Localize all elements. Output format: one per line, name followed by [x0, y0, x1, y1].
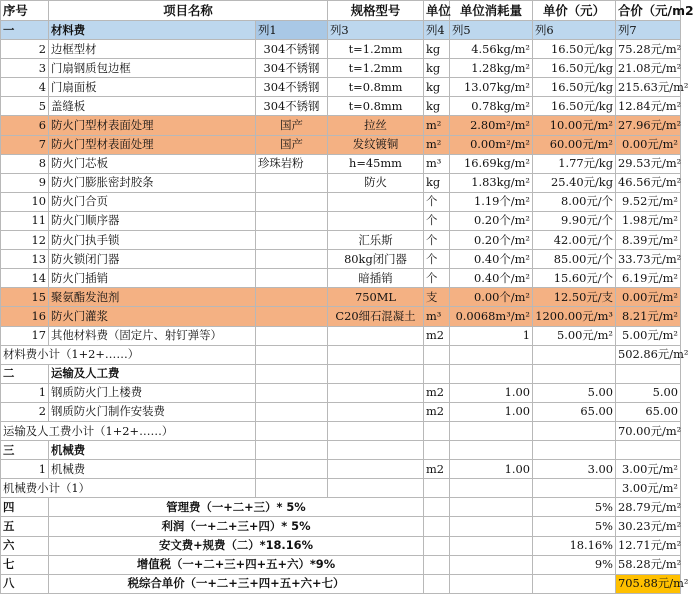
table-row	[1, 441, 681, 460]
col-material[interactable]	[256, 288, 328, 307]
fee-index[interactable]: 五	[1, 517, 49, 536]
table-row	[1, 116, 681, 135]
col-unit[interactable]: kg	[424, 97, 450, 116]
table-row	[1, 536, 681, 555]
col-unit-price[interactable]: 65.00	[533, 402, 616, 421]
col-material[interactable]	[256, 269, 328, 288]
col-consumption[interactable]: 1	[450, 326, 533, 345]
col-unit[interactable]: 个	[424, 211, 450, 230]
col-total[interactable]: 5.00	[616, 383, 681, 402]
col-unit[interactable]: 列4	[424, 21, 450, 40]
fee-rate[interactable]: 18.16%	[533, 536, 616, 555]
col-index[interactable]: 6	[1, 116, 49, 135]
col-spec[interactable]: t=0.8mm	[328, 78, 424, 97]
col-index[interactable]: 4	[1, 78, 49, 97]
col-material[interactable]	[256, 364, 328, 383]
col-total[interactable]: 46.56元/m²	[616, 173, 681, 192]
col-total[interactable]: 9.52元/m²	[616, 192, 681, 211]
col-unit-price[interactable]: 16.50元/kg	[533, 78, 616, 97]
col-index[interactable]: 11	[1, 211, 49, 230]
col-spec[interactable]	[328, 402, 424, 421]
col-unit-price[interactable]	[533, 479, 616, 498]
col-spec[interactable]: 发纹镀铜	[328, 135, 424, 154]
col-unit[interactable]	[424, 555, 450, 574]
col-unit[interactable]: kg	[424, 59, 450, 78]
fee-value[interactable]: 30.23元/m²	[616, 517, 681, 536]
col-total[interactable]: 8.21元/m²	[616, 307, 681, 326]
table-row	[1, 250, 681, 269]
fee-rate[interactable]	[533, 574, 616, 593]
fee-value[interactable]: 12.71元/m²	[616, 536, 681, 555]
col-consumption[interactable]: 2.80m²/m²	[450, 116, 533, 135]
col-material[interactable]	[256, 460, 328, 479]
col-item-name[interactable]: 边框型材	[49, 40, 256, 59]
col-item-name[interactable]: 防火锁闭门器	[49, 250, 256, 269]
col-total[interactable]: 列7	[616, 21, 681, 40]
col-index[interactable]: 12	[1, 231, 49, 250]
header-col-spec[interactable]: 规格型号	[328, 1, 424, 21]
table-row	[1, 326, 681, 345]
col-unit-price[interactable]: 8.00元/个	[533, 192, 616, 211]
col-spec[interactable]	[328, 211, 424, 230]
col-consumption[interactable]	[450, 441, 533, 460]
col-unit[interactable]	[424, 364, 450, 383]
section-title[interactable]: 材料费	[49, 21, 256, 40]
col-spec[interactable]: h=45mm	[328, 154, 424, 173]
col-total[interactable]: 1.98元/m²	[616, 211, 681, 230]
fee-value[interactable]: 58.28元/m²	[616, 555, 681, 574]
col-unit[interactable]	[424, 574, 450, 593]
fee-value[interactable]: 28.79元/m²	[616, 498, 681, 517]
col-total[interactable]: 21.08元/m²	[616, 59, 681, 78]
table-row	[1, 498, 681, 517]
fee-index[interactable]: 八	[1, 574, 49, 593]
col-unit[interactable]: m2	[424, 326, 450, 345]
col-unit-price[interactable]: 1200.00元/m³	[533, 307, 616, 326]
fee-index[interactable]: 七	[1, 555, 49, 574]
subtotal-value[interactable]: 3.00元/m²	[616, 479, 681, 498]
col-consumption[interactable]: 0.0068m³/m²	[450, 307, 533, 326]
col-spec[interactable]	[328, 460, 424, 479]
col-consumption[interactable]	[450, 555, 533, 574]
fee-rate[interactable]: 5%	[533, 517, 616, 536]
col-spec[interactable]	[328, 326, 424, 345]
col-unit[interactable]	[424, 441, 450, 460]
col-unit[interactable]: 个	[424, 231, 450, 250]
table-row	[1, 154, 681, 173]
table-row	[1, 21, 681, 40]
grand-total-value[interactable]: 705.88元/m²	[616, 574, 681, 593]
col-material[interactable]	[256, 173, 328, 192]
subtotal-label[interactable]: 机械费小计（1）	[1, 479, 256, 498]
col-unit[interactable]: m²	[424, 116, 450, 135]
col-consumption[interactable]: 1.00	[450, 460, 533, 479]
col-unit[interactable]: 个	[424, 192, 450, 211]
header-col-item-name[interactable]: 项目名称	[49, 1, 328, 21]
header-col-consumption[interactable]: 单位消耗量	[450, 1, 533, 21]
col-unit-price[interactable]	[533, 364, 616, 383]
col-index[interactable]: 1	[1, 383, 49, 402]
table-row	[1, 383, 681, 402]
table-row	[1, 211, 681, 230]
table-row	[1, 479, 681, 498]
col-spec[interactable]: 拉丝	[328, 116, 424, 135]
col-item-name[interactable]: 防火门插销	[49, 269, 256, 288]
col-unit[interactable]: kg	[424, 173, 450, 192]
col-unit[interactable]: m2	[424, 460, 450, 479]
table-row	[1, 192, 681, 211]
col-unit-price[interactable]: 85.00元/个	[533, 250, 616, 269]
col-total[interactable]: 29.53元/m²	[616, 154, 681, 173]
col-index[interactable]: 17	[1, 326, 49, 345]
fee-formula[interactable]: 利润（一+二+三+四）* 5%	[49, 517, 424, 536]
col-material[interactable]	[256, 479, 328, 498]
col-consumption[interactable]	[450, 479, 533, 498]
col-total[interactable]: 12.84元/m²	[616, 97, 681, 116]
col-consumption[interactable]	[450, 421, 533, 440]
col-unit[interactable]	[424, 517, 450, 536]
col-unit-price[interactable]: 5.00	[533, 383, 616, 402]
fee-formula[interactable]: 管理费（一+二+三）* 5%	[49, 498, 424, 517]
col-material[interactable]	[256, 192, 328, 211]
col-consumption[interactable]	[450, 517, 533, 536]
col-index[interactable]: 2	[1, 402, 49, 421]
fee-index[interactable]: 四	[1, 498, 49, 517]
header-col-unit-price[interactable]: 单价（元）	[533, 1, 616, 21]
col-total[interactable]: 0.00元/m²	[616, 288, 681, 307]
col-total[interactable]	[616, 364, 681, 383]
header-col-total[interactable]: 合价（元/m2	[616, 1, 681, 21]
col-consumption[interactable]: 0.40个/m²	[450, 250, 533, 269]
col-item-name[interactable]: 盖缝板	[49, 97, 256, 116]
col-index[interactable]: 16	[1, 307, 49, 326]
col-spec[interactable]: 列3	[328, 21, 424, 40]
col-spec[interactable]	[328, 383, 424, 402]
col-material[interactable]	[256, 345, 328, 364]
table-row	[1, 231, 681, 250]
col-item-name[interactable]: 防火门合页	[49, 192, 256, 211]
fee-formula[interactable]: 增值税（一+二+三+四+五+六）*9%	[49, 555, 424, 574]
col-item-name[interactable]: 钢质防火门制作安装费	[49, 402, 256, 421]
col-item-name[interactable]: 防火门膨胀密封胶条	[49, 173, 256, 192]
col-unit-price[interactable]	[533, 441, 616, 460]
col-total[interactable]	[616, 441, 681, 460]
col-unit-price[interactable]	[533, 421, 616, 440]
col-spec[interactable]: 汇乐斯	[328, 231, 424, 250]
table-row	[1, 307, 681, 326]
col-consumption[interactable]: 0.20个/m²	[450, 211, 533, 230]
col-item-name[interactable]: 门扇钢质包边框	[49, 59, 256, 78]
table-row	[1, 421, 681, 440]
col-spec[interactable]: C20细石混凝土	[328, 307, 424, 326]
col-index[interactable]: 7	[1, 135, 49, 154]
col-unit-price[interactable]: 16.50元/kg	[533, 40, 616, 59]
col-item-name[interactable]: 钢质防火门上楼费	[49, 383, 256, 402]
col-spec[interactable]: 防火	[328, 173, 424, 192]
col-material[interactable]: 304不锈钢	[256, 78, 328, 97]
col-unit-price[interactable]: 42.00元/个	[533, 231, 616, 250]
col-index[interactable]: 13	[1, 250, 49, 269]
col-material[interactable]: 珍珠岩粉	[256, 154, 328, 173]
col-total[interactable]: 3.00元/m²	[616, 460, 681, 479]
col-item-name[interactable]: 防火门顺序器	[49, 211, 256, 230]
col-unit[interactable]: kg	[424, 40, 450, 59]
col-unit[interactable]	[424, 421, 450, 440]
col-unit[interactable]: 个	[424, 250, 450, 269]
col-unit[interactable]	[424, 498, 450, 517]
table-row	[1, 460, 681, 479]
col-spec[interactable]	[328, 345, 424, 364]
col-item-name[interactable]: 防火门型材表面处理	[49, 116, 256, 135]
col-spec[interactable]: t=1.2mm	[328, 59, 424, 78]
col-item-name[interactable]: 门扇面板	[49, 78, 256, 97]
col-material[interactable]	[256, 250, 328, 269]
section-title[interactable]: 运输及人工费	[49, 364, 256, 383]
table-row	[1, 402, 681, 421]
col-index[interactable]: 1	[1, 460, 49, 479]
table-row	[1, 364, 681, 383]
col-index[interactable]: 2	[1, 40, 49, 59]
col-consumption[interactable]: 1.00	[450, 402, 533, 421]
col-total[interactable]: 0.00元/m²	[616, 135, 681, 154]
col-unit-price[interactable]: 25.40元/kg	[533, 173, 616, 192]
table-row	[1, 97, 681, 116]
col-spec[interactable]: t=1.2mm	[328, 40, 424, 59]
col-consumption[interactable]: 列5	[450, 21, 533, 40]
col-spec[interactable]	[328, 441, 424, 460]
col-unit-price[interactable]: 16.50元/kg	[533, 59, 616, 78]
col-material[interactable]	[256, 326, 328, 345]
col-total[interactable]: 27.96元/m²	[616, 116, 681, 135]
col-total[interactable]: 65.00	[616, 402, 681, 421]
col-consumption[interactable]: 0.78kg/m²	[450, 97, 533, 116]
fee-rate[interactable]: 9%	[533, 555, 616, 574]
col-unit[interactable]: 支	[424, 288, 450, 307]
col-consumption[interactable]: 0.00个/m²	[450, 288, 533, 307]
section-index[interactable]: 二	[1, 364, 49, 383]
col-item-name[interactable]: 防火门执手锁	[49, 231, 256, 250]
col-material[interactable]	[256, 383, 328, 402]
col-spec[interactable]: 750ML	[328, 288, 424, 307]
col-spec[interactable]	[328, 192, 424, 211]
table-row	[1, 78, 681, 97]
col-material[interactable]	[256, 441, 328, 460]
col-unit-price[interactable]	[533, 345, 616, 364]
col-total[interactable]: 215.63元/m²	[616, 78, 681, 97]
col-total[interactable]: 75.28元/m²	[616, 40, 681, 59]
fee-formula[interactable]: 税综合单价（一+二+三+四+五+六+七）	[49, 574, 424, 593]
col-unit-price[interactable]: 60.00元/m²	[533, 135, 616, 154]
table-row	[1, 288, 681, 307]
col-consumption[interactable]: 13.07kg/m²	[450, 78, 533, 97]
col-material[interactable]	[256, 402, 328, 421]
col-consumption[interactable]	[450, 498, 533, 517]
col-item-name[interactable]: 机械费	[49, 460, 256, 479]
col-index[interactable]: 15	[1, 288, 49, 307]
col-material[interactable]	[256, 231, 328, 250]
col-material[interactable]	[256, 211, 328, 230]
col-unit[interactable]: 个	[424, 269, 450, 288]
table-row	[1, 574, 681, 593]
col-item-name[interactable]: 防火门灌浆	[49, 307, 256, 326]
col-unit-price[interactable]: 1.77元/kg	[533, 154, 616, 173]
col-unit[interactable]: m³	[424, 307, 450, 326]
table-row	[1, 40, 681, 59]
col-item-name[interactable]: 聚氨酯发泡剂	[49, 288, 256, 307]
col-item-name[interactable]: 防火门芯板	[49, 154, 256, 173]
col-material[interactable]	[256, 307, 328, 326]
col-unit[interactable]: m³	[424, 154, 450, 173]
col-consumption[interactable]: 0.00m²/m²	[450, 135, 533, 154]
col-spec[interactable]: 暗插销	[328, 269, 424, 288]
section-index[interactable]: 三	[1, 441, 49, 460]
col-spec[interactable]: t=0.8mm	[328, 97, 424, 116]
col-material[interactable]: 国产	[256, 135, 328, 154]
subtotal-value[interactable]: 502.86元/m²	[616, 345, 681, 364]
col-material[interactable]: 列1	[256, 21, 328, 40]
col-index[interactable]: 3	[1, 59, 49, 78]
col-total[interactable]: 8.39元/m²	[616, 231, 681, 250]
header-row	[1, 1, 681, 21]
col-unit-price[interactable]: 12.50元/支	[533, 288, 616, 307]
col-material[interactable]: 304不锈钢	[256, 97, 328, 116]
col-consumption[interactable]: 1.83kg/m²	[450, 173, 533, 192]
subtotal-label[interactable]: 运输及人工费小计（1+2+……）	[1, 421, 256, 440]
section-title[interactable]: 机械费	[49, 441, 256, 460]
table-row	[1, 555, 681, 574]
col-item-name[interactable]: 其他材料费（固定片、射钉弹等）	[49, 326, 256, 345]
col-unit[interactable]: kg	[424, 78, 450, 97]
table-row	[1, 517, 681, 536]
col-unit[interactable]: m²	[424, 135, 450, 154]
col-spec[interactable]	[328, 421, 424, 440]
col-consumption[interactable]	[450, 364, 533, 383]
col-consumption[interactable]: 16.69kg/m²	[450, 154, 533, 173]
col-consumption[interactable]	[450, 345, 533, 364]
col-total[interactable]: 5.00元/m²	[616, 326, 681, 345]
col-unit-price[interactable]: 10.00元/m²	[533, 116, 616, 135]
col-spec[interactable]	[328, 479, 424, 498]
header-col-index[interactable]: 序号	[1, 1, 49, 21]
col-unit-price[interactable]: 列6	[533, 21, 616, 40]
col-spec[interactable]	[328, 364, 424, 383]
col-unit-price[interactable]: 16.50元/kg	[533, 97, 616, 116]
col-material[interactable]: 国产	[256, 116, 328, 135]
col-material[interactable]: 304不锈钢	[256, 40, 328, 59]
col-unit-price[interactable]: 15.60元/个	[533, 269, 616, 288]
col-total[interactable]: 33.73元/m²	[616, 250, 681, 269]
col-total[interactable]: 6.19元/m²	[616, 269, 681, 288]
table-row	[1, 173, 681, 192]
fee-index[interactable]: 六	[1, 536, 49, 555]
col-index[interactable]: 9	[1, 173, 49, 192]
col-consumption[interactable]	[450, 536, 533, 555]
col-unit-price[interactable]: 3.00	[533, 460, 616, 479]
col-consumption[interactable]: 1.28kg/m²	[450, 59, 533, 78]
table-row	[1, 269, 681, 288]
col-consumption[interactable]: 1.19个/m²	[450, 192, 533, 211]
col-index[interactable]: 5	[1, 97, 49, 116]
col-spec[interactable]: 80kg闭门器	[328, 250, 424, 269]
fee-formula[interactable]: 安文费+规费（二）*18.16%	[49, 536, 424, 555]
col-unit[interactable]: m2	[424, 383, 450, 402]
col-consumption[interactable]: 0.40个/m²	[450, 269, 533, 288]
subtotal-value[interactable]: 70.00元/m²	[616, 421, 681, 440]
col-unit[interactable]	[424, 345, 450, 364]
col-item-name[interactable]: 防火门型材表面处理	[49, 135, 256, 154]
col-consumption[interactable]: 0.20个/m²	[450, 231, 533, 250]
col-index[interactable]: 10	[1, 192, 49, 211]
col-index[interactable]: 14	[1, 269, 49, 288]
fee-rate[interactable]: 5%	[533, 498, 616, 517]
table-row	[1, 135, 681, 154]
col-unit-price[interactable]: 5.00元/m²	[533, 326, 616, 345]
col-consumption[interactable]	[450, 574, 533, 593]
col-consumption[interactable]: 1.00	[450, 383, 533, 402]
col-index[interactable]: 8	[1, 154, 49, 173]
col-material[interactable]	[256, 421, 328, 440]
col-unit[interactable]	[424, 536, 450, 555]
table-row	[1, 345, 681, 364]
col-consumption[interactable]: 4.56kg/m²	[450, 40, 533, 59]
table-row	[1, 59, 681, 78]
col-unit[interactable]	[424, 479, 450, 498]
subtotal-label[interactable]: 材料费小计（1+2+……）	[1, 345, 256, 364]
col-material[interactable]: 304不锈钢	[256, 59, 328, 78]
col-unit-price[interactable]: 9.90元/个	[533, 211, 616, 230]
col-unit[interactable]: m2	[424, 402, 450, 421]
section-index[interactable]: 一	[1, 21, 49, 40]
header-col-unit[interactable]: 单位	[424, 1, 450, 21]
